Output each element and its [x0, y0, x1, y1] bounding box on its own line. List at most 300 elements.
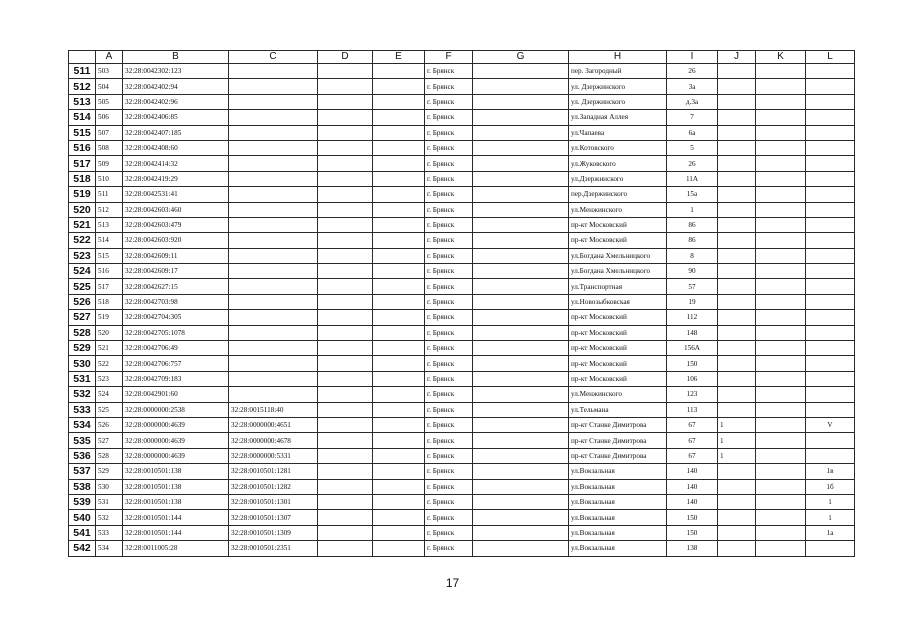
cell-b[interactable]: 32:28:0042609:17 [123, 264, 229, 279]
cell-h[interactable]: ул.Новозыбковская [569, 294, 667, 309]
cell-j[interactable] [718, 510, 756, 525]
row-number[interactable]: 524 [69, 264, 96, 279]
cell-b[interactable]: 32:28:0011005:28 [123, 541, 229, 556]
cell-b[interactable]: 32:28:0042402:96 [123, 94, 229, 109]
cell-e[interactable] [373, 279, 425, 294]
cell-f[interactable]: г. Брянск [425, 341, 473, 356]
cell-l[interactable] [806, 371, 855, 386]
cell-i[interactable]: 156А [667, 341, 718, 356]
cell-h[interactable]: ул.Западная Аллея [569, 110, 667, 125]
cell-b[interactable]: 32:28:0000000:2538 [123, 402, 229, 417]
cell-d[interactable] [318, 156, 373, 171]
cell-i[interactable]: 7 [667, 110, 718, 125]
cell-j[interactable] [718, 464, 756, 479]
cell-i[interactable]: 150 [667, 510, 718, 525]
cell-a[interactable]: 522 [96, 356, 123, 371]
cell-a[interactable]: 532 [96, 510, 123, 525]
cell-g[interactable] [473, 171, 569, 186]
cell-j[interactable] [718, 64, 756, 79]
cell-a[interactable]: 520 [96, 325, 123, 340]
cell-a[interactable]: 529 [96, 464, 123, 479]
cell-c[interactable] [229, 233, 318, 248]
cell-a[interactable]: 504 [96, 79, 123, 94]
cell-l[interactable] [806, 140, 855, 155]
cell-d[interactable] [318, 464, 373, 479]
column-header-i[interactable]: I [667, 51, 718, 64]
cell-c[interactable] [229, 202, 318, 217]
cell-h[interactable]: пр-кт Московский [569, 310, 667, 325]
cell-j[interactable] [718, 187, 756, 202]
row-number[interactable]: 511 [69, 64, 96, 79]
cell-h[interactable]: ул. Дзержинского [569, 94, 667, 109]
cell-j[interactable] [718, 217, 756, 232]
cell-c[interactable] [229, 294, 318, 309]
cell-d[interactable] [318, 64, 373, 79]
cell-c[interactable] [229, 356, 318, 371]
cell-k[interactable] [756, 387, 806, 402]
cell-f[interactable]: г. Брянск [425, 248, 473, 263]
column-header-h[interactable]: H [569, 51, 667, 64]
cell-b[interactable]: 32:28:0042414:32 [123, 156, 229, 171]
column-header-b[interactable]: B [123, 51, 229, 64]
cell-a[interactable]: 528 [96, 448, 123, 463]
cell-e[interactable] [373, 525, 425, 540]
column-header-l[interactable]: L [806, 51, 855, 64]
cell-f[interactable]: г. Брянск [425, 140, 473, 155]
cell-j[interactable] [718, 371, 756, 386]
cell-g[interactable] [473, 510, 569, 525]
cell-e[interactable] [373, 79, 425, 94]
cell-g[interactable] [473, 279, 569, 294]
row-number[interactable]: 513 [69, 94, 96, 109]
cell-i[interactable]: 106 [667, 371, 718, 386]
cell-e[interactable] [373, 156, 425, 171]
cell-d[interactable] [318, 294, 373, 309]
cell-i[interactable]: 140 [667, 494, 718, 509]
cell-i[interactable]: 86 [667, 217, 718, 232]
cell-a[interactable]: 525 [96, 402, 123, 417]
cell-e[interactable] [373, 464, 425, 479]
cell-e[interactable] [373, 202, 425, 217]
cell-k[interactable] [756, 217, 806, 232]
cell-d[interactable] [318, 110, 373, 125]
cell-e[interactable] [373, 356, 425, 371]
cell-h[interactable]: пер.Дзержинского [569, 187, 667, 202]
cell-h[interactable]: пр-кт Московский [569, 325, 667, 340]
cell-b[interactable]: 32:28:0042402:94 [123, 79, 229, 94]
cell-i[interactable]: 67 [667, 417, 718, 432]
cell-b[interactable]: 32:28:0042706:49 [123, 341, 229, 356]
cell-d[interactable] [318, 264, 373, 279]
row-number[interactable]: 516 [69, 140, 96, 155]
row-number[interactable]: 537 [69, 464, 96, 479]
cell-a[interactable]: 530 [96, 479, 123, 494]
cell-l[interactable] [806, 233, 855, 248]
column-header-d[interactable]: D [318, 51, 373, 64]
cell-l[interactable] [806, 279, 855, 294]
cell-h[interactable]: пр-кт Московский [569, 371, 667, 386]
cell-j[interactable] [718, 310, 756, 325]
cell-i[interactable]: 26 [667, 64, 718, 79]
cell-b[interactable]: 32:28:0042901:60 [123, 387, 229, 402]
cell-g[interactable] [473, 464, 569, 479]
cell-j[interactable] [718, 125, 756, 140]
cell-h[interactable]: ул. Дзержинского [569, 79, 667, 94]
row-number[interactable]: 531 [69, 371, 96, 386]
column-header-e[interactable]: E [373, 51, 425, 64]
cell-j[interactable] [718, 325, 756, 340]
cell-c[interactable]: 32:28:0015118:40 [229, 402, 318, 417]
row-number[interactable]: 535 [69, 433, 96, 448]
cell-b[interactable]: 32:28:0042709:183 [123, 371, 229, 386]
cell-k[interactable] [756, 525, 806, 540]
cell-g[interactable] [473, 140, 569, 155]
cell-e[interactable] [373, 217, 425, 232]
cell-k[interactable] [756, 79, 806, 94]
cell-e[interactable] [373, 264, 425, 279]
cell-h[interactable]: ул.Тельмана [569, 402, 667, 417]
row-number[interactable]: 542 [69, 541, 96, 556]
cell-e[interactable] [373, 248, 425, 263]
cell-l[interactable] [806, 248, 855, 263]
cell-j[interactable] [718, 541, 756, 556]
cell-j[interactable] [718, 156, 756, 171]
cell-k[interactable] [756, 371, 806, 386]
cell-g[interactable] [473, 217, 569, 232]
cell-g[interactable] [473, 187, 569, 202]
cell-i[interactable]: 67 [667, 433, 718, 448]
cell-f[interactable]: г. Брянск [425, 64, 473, 79]
row-number[interactable]: 532 [69, 387, 96, 402]
cell-j[interactable] [718, 79, 756, 94]
cell-e[interactable] [373, 479, 425, 494]
cell-b[interactable]: 32:28:0042705:1078 [123, 325, 229, 340]
cell-e[interactable] [373, 417, 425, 432]
cell-j[interactable] [718, 279, 756, 294]
cell-j[interactable] [718, 387, 756, 402]
row-number[interactable]: 527 [69, 310, 96, 325]
cell-e[interactable] [373, 110, 425, 125]
cell-c[interactable] [229, 248, 318, 263]
cell-l[interactable] [806, 325, 855, 340]
column-header-c[interactable]: C [229, 51, 318, 64]
row-number[interactable]: 530 [69, 356, 96, 371]
cell-l[interactable] [806, 171, 855, 186]
cell-l[interactable] [806, 217, 855, 232]
cell-h[interactable]: ул.Вокзальная [569, 464, 667, 479]
row-number[interactable]: 536 [69, 448, 96, 463]
cell-f[interactable]: г. Брянск [425, 279, 473, 294]
cell-d[interactable] [318, 525, 373, 540]
column-header-a[interactable]: A [96, 51, 123, 64]
cell-j[interactable] [718, 264, 756, 279]
cell-l[interactable] [806, 64, 855, 79]
cell-g[interactable] [473, 202, 569, 217]
column-header-k[interactable]: K [756, 51, 806, 64]
column-header-g[interactable]: G [473, 51, 569, 64]
cell-l[interactable] [806, 310, 855, 325]
cell-a[interactable]: 516 [96, 264, 123, 279]
cell-e[interactable] [373, 494, 425, 509]
cell-f[interactable]: г. Брянск [425, 156, 473, 171]
cell-g[interactable] [473, 387, 569, 402]
cell-g[interactable] [473, 371, 569, 386]
cell-b[interactable]: 32:28:0042706:757 [123, 356, 229, 371]
cell-l[interactable] [806, 448, 855, 463]
cell-k[interactable] [756, 171, 806, 186]
cell-k[interactable] [756, 187, 806, 202]
cell-h[interactable]: ул.Вокзальная [569, 479, 667, 494]
cell-i[interactable]: 67 [667, 448, 718, 463]
cell-c[interactable] [229, 140, 318, 155]
cell-k[interactable] [756, 510, 806, 525]
row-number[interactable]: 541 [69, 525, 96, 540]
cell-d[interactable] [318, 433, 373, 448]
cell-l[interactable] [806, 341, 855, 356]
cell-i[interactable]: 5 [667, 140, 718, 155]
cell-j[interactable] [718, 494, 756, 509]
cell-h[interactable]: ул.Котовского [569, 140, 667, 155]
cell-i[interactable]: 11А [667, 171, 718, 186]
cell-g[interactable] [473, 94, 569, 109]
cell-b[interactable]: 32:28:0042603:920 [123, 233, 229, 248]
cell-f[interactable]: г. Брянск [425, 233, 473, 248]
cell-a[interactable]: 509 [96, 156, 123, 171]
row-number[interactable]: 526 [69, 294, 96, 309]
cell-b[interactable]: 32:28:0042703:98 [123, 294, 229, 309]
cell-k[interactable] [756, 64, 806, 79]
cell-e[interactable] [373, 233, 425, 248]
cell-a[interactable]: 508 [96, 140, 123, 155]
cell-j[interactable]: 1 [718, 417, 756, 432]
cell-d[interactable] [318, 248, 373, 263]
cell-d[interactable] [318, 217, 373, 232]
cell-f[interactable]: г. Брянск [425, 187, 473, 202]
cell-b[interactable]: 32:28:0010501:138 [123, 494, 229, 509]
cell-e[interactable] [373, 187, 425, 202]
cell-h[interactable]: пр-кт Станке Димитрова [569, 417, 667, 432]
row-number[interactable]: 525 [69, 279, 96, 294]
cell-d[interactable] [318, 387, 373, 402]
cell-e[interactable] [373, 448, 425, 463]
cell-h[interactable]: ул.Вокзальная [569, 494, 667, 509]
cell-e[interactable] [373, 325, 425, 340]
cell-k[interactable] [756, 433, 806, 448]
cell-f[interactable]: г. Брянск [425, 202, 473, 217]
cell-d[interactable] [318, 371, 373, 386]
corner-header[interactable] [69, 51, 96, 64]
cell-j[interactable] [718, 341, 756, 356]
cell-c[interactable] [229, 110, 318, 125]
cell-f[interactable]: г. Брянск [425, 264, 473, 279]
cell-g[interactable] [473, 310, 569, 325]
cell-h[interactable]: ул.Транспортная [569, 279, 667, 294]
cell-c[interactable]: 32:28:0010501:2351 [229, 541, 318, 556]
cell-c[interactable]: 32:28:0010501:1281 [229, 464, 318, 479]
cell-f[interactable]: г. Брянск [425, 94, 473, 109]
cell-c[interactable] [229, 79, 318, 94]
cell-e[interactable] [373, 125, 425, 140]
row-number[interactable]: 514 [69, 110, 96, 125]
cell-a[interactable]: 534 [96, 541, 123, 556]
cell-c[interactable] [229, 64, 318, 79]
cell-f[interactable]: г. Брянск [425, 494, 473, 509]
cell-d[interactable] [318, 417, 373, 432]
cell-e[interactable] [373, 171, 425, 186]
cell-g[interactable] [473, 248, 569, 263]
cell-g[interactable] [473, 325, 569, 340]
cell-f[interactable]: г. Брянск [425, 448, 473, 463]
cell-c[interactable] [229, 156, 318, 171]
cell-h[interactable]: ул.Менжинского [569, 202, 667, 217]
cell-h[interactable]: ул.Жуковского [569, 156, 667, 171]
cell-a[interactable]: 526 [96, 417, 123, 432]
cell-g[interactable] [473, 417, 569, 432]
row-number[interactable]: 517 [69, 156, 96, 171]
cell-e[interactable] [373, 310, 425, 325]
cell-i[interactable]: 8 [667, 248, 718, 263]
cell-c[interactable] [229, 310, 318, 325]
cell-l[interactable] [806, 187, 855, 202]
cell-h[interactable]: ул.Вокзальная [569, 525, 667, 540]
cell-g[interactable] [473, 356, 569, 371]
cell-f[interactable]: г. Брянск [425, 541, 473, 556]
cell-d[interactable] [318, 356, 373, 371]
cell-d[interactable] [318, 279, 373, 294]
cell-l[interactable]: 1 [806, 510, 855, 525]
row-number[interactable]: 518 [69, 171, 96, 186]
column-header-f[interactable]: F [425, 51, 473, 64]
row-number[interactable]: 540 [69, 510, 96, 525]
cell-l[interactable] [806, 202, 855, 217]
cell-g[interactable] [473, 525, 569, 540]
cell-f[interactable]: г. Брянск [425, 356, 473, 371]
cell-c[interactable] [229, 341, 318, 356]
cell-k[interactable] [756, 264, 806, 279]
cell-l[interactable] [806, 433, 855, 448]
cell-k[interactable] [756, 494, 806, 509]
cell-g[interactable] [473, 402, 569, 417]
cell-h[interactable]: ул.Богдана Хмельницкого [569, 248, 667, 263]
cell-j[interactable] [718, 248, 756, 263]
cell-b[interactable]: 32:28:0042603:479 [123, 217, 229, 232]
cell-c[interactable] [229, 264, 318, 279]
cell-l[interactable]: 1в [806, 464, 855, 479]
cell-l[interactable] [806, 294, 855, 309]
cell-g[interactable] [473, 233, 569, 248]
cell-a[interactable]: 519 [96, 310, 123, 325]
cell-j[interactable] [718, 233, 756, 248]
cell-a[interactable]: 531 [96, 494, 123, 509]
cell-h[interactable]: пр-кт Московский [569, 233, 667, 248]
cell-l[interactable] [806, 94, 855, 109]
cell-d[interactable] [318, 325, 373, 340]
cell-i[interactable]: 15а [667, 187, 718, 202]
cell-h[interactable]: пр-кт Московский [569, 341, 667, 356]
cell-c[interactable]: 32:28:0000000:4651 [229, 417, 318, 432]
cell-f[interactable]: г. Брянск [425, 371, 473, 386]
cell-c[interactable] [229, 371, 318, 386]
cell-h[interactable]: ул.Чапаева [569, 125, 667, 140]
cell-e[interactable] [373, 402, 425, 417]
cell-k[interactable] [756, 248, 806, 263]
row-number[interactable]: 521 [69, 217, 96, 232]
cell-a[interactable]: 521 [96, 341, 123, 356]
cell-e[interactable] [373, 64, 425, 79]
cell-h[interactable]: ул.Дзержинского [569, 171, 667, 186]
cell-g[interactable] [473, 294, 569, 309]
cell-c[interactable]: 32:28:0010501:1307 [229, 510, 318, 525]
cell-d[interactable] [318, 140, 373, 155]
cell-c[interactable] [229, 125, 318, 140]
cell-a[interactable]: 507 [96, 125, 123, 140]
row-number[interactable]: 519 [69, 187, 96, 202]
cell-j[interactable] [718, 171, 756, 186]
cell-h[interactable]: пр-кт Станке Димитрова [569, 448, 667, 463]
cell-a[interactable]: 517 [96, 279, 123, 294]
cell-h[interactable]: ул.Вокзальная [569, 541, 667, 556]
cell-d[interactable] [318, 202, 373, 217]
cell-d[interactable] [318, 510, 373, 525]
cell-h[interactable]: пер. Загородный [569, 64, 667, 79]
cell-g[interactable] [473, 479, 569, 494]
cell-a[interactable]: 527 [96, 433, 123, 448]
cell-g[interactable] [473, 156, 569, 171]
cell-f[interactable]: г. Брянск [425, 294, 473, 309]
cell-l[interactable] [806, 402, 855, 417]
cell-i[interactable]: 19 [667, 294, 718, 309]
cell-d[interactable] [318, 187, 373, 202]
cell-i[interactable]: 6а [667, 125, 718, 140]
cell-g[interactable] [473, 110, 569, 125]
cell-b[interactable]: 32:28:0042603:460 [123, 202, 229, 217]
cell-k[interactable] [756, 356, 806, 371]
cell-b[interactable]: 32:28:0042531:41 [123, 187, 229, 202]
cell-g[interactable] [473, 541, 569, 556]
cell-d[interactable] [318, 79, 373, 94]
cell-d[interactable] [318, 402, 373, 417]
cell-k[interactable] [756, 279, 806, 294]
cell-d[interactable] [318, 479, 373, 494]
cell-i[interactable]: 86 [667, 233, 718, 248]
row-number[interactable]: 539 [69, 494, 96, 509]
cell-j[interactable] [718, 94, 756, 109]
cell-l[interactable] [806, 125, 855, 140]
cell-f[interactable]: г. Брянск [425, 387, 473, 402]
cell-k[interactable] [756, 94, 806, 109]
cell-k[interactable] [756, 125, 806, 140]
cell-k[interactable] [756, 541, 806, 556]
cell-g[interactable] [473, 433, 569, 448]
cell-l[interactable] [806, 356, 855, 371]
cell-i[interactable]: 150 [667, 356, 718, 371]
cell-a[interactable]: 505 [96, 94, 123, 109]
cell-k[interactable] [756, 464, 806, 479]
cell-k[interactable] [756, 341, 806, 356]
cell-l[interactable]: 1а [806, 525, 855, 540]
cell-a[interactable]: 503 [96, 64, 123, 79]
cell-j[interactable] [718, 294, 756, 309]
cell-a[interactable]: 512 [96, 202, 123, 217]
cell-b[interactable]: 32:28:0000000:4639 [123, 433, 229, 448]
cell-b[interactable]: 32:28:0010501:144 [123, 525, 229, 540]
cell-j[interactable] [718, 525, 756, 540]
cell-a[interactable]: 523 [96, 371, 123, 386]
cell-f[interactable]: г. Брянск [425, 433, 473, 448]
cell-i[interactable]: 26 [667, 156, 718, 171]
cell-h[interactable]: ул.Менжинского [569, 387, 667, 402]
cell-e[interactable] [373, 541, 425, 556]
